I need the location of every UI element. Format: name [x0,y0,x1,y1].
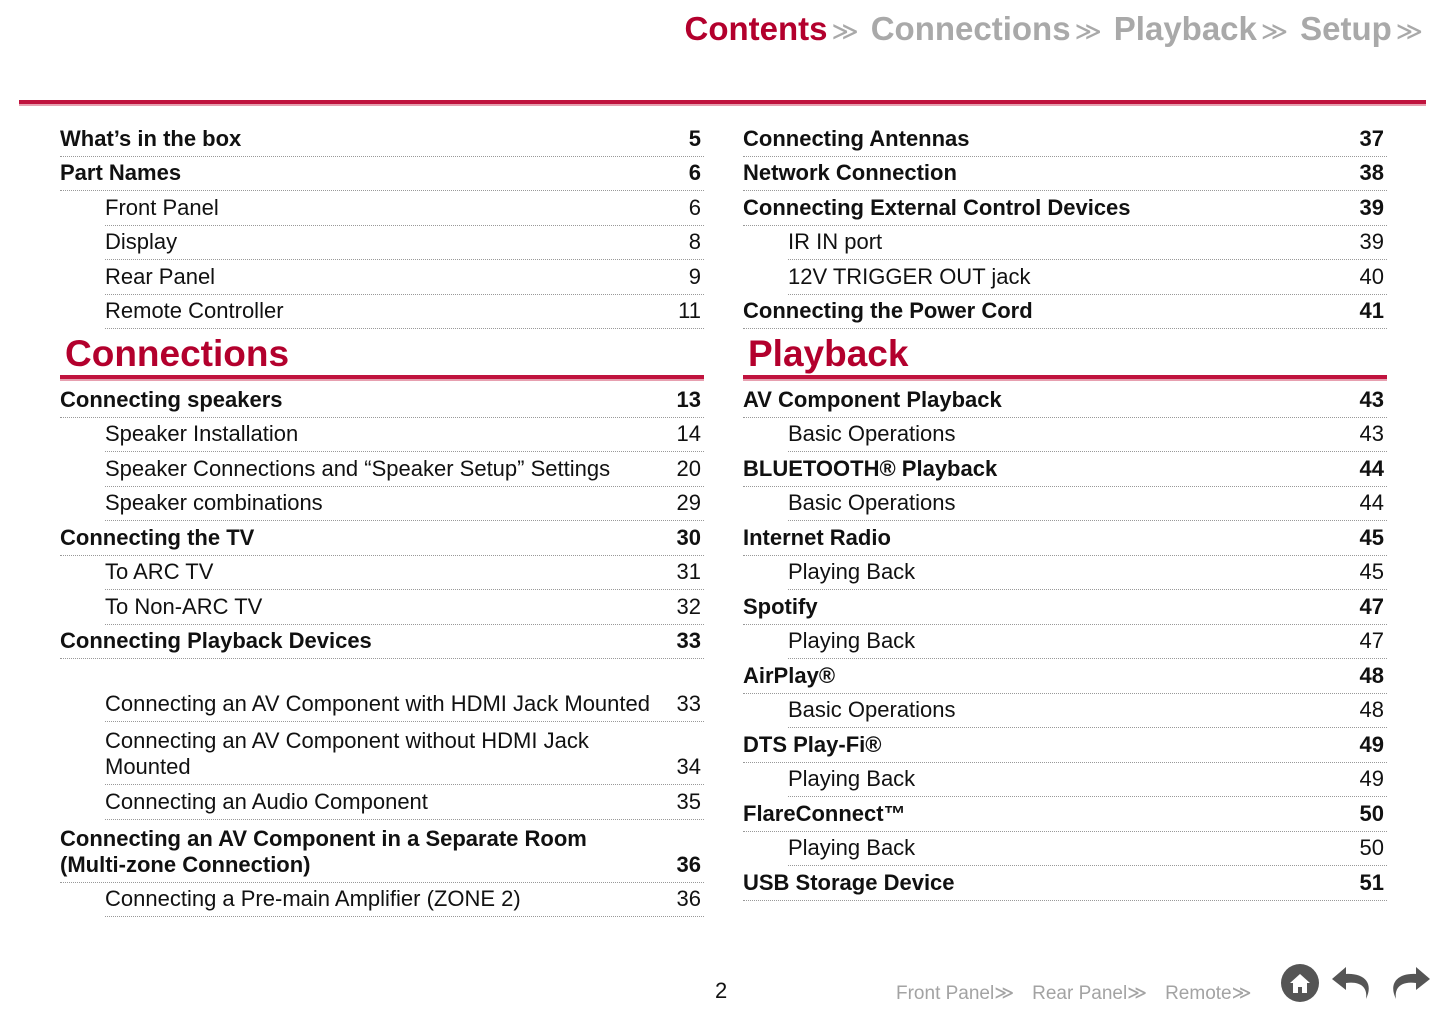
toc-entry-remote-controller[interactable] [105,295,704,330]
toc-entry-display[interactable] [105,226,704,261]
toc-entry-title: To ARC TV [105,559,214,584]
toc-entry-playing-back[interactable] [788,556,1387,591]
toc-entry-title: Connecting Playback Devices [60,628,372,653]
toc-entry-page: 33 [676,691,701,716]
toc-entry-page: 5 [688,125,701,151]
toc-entry-page: 33 [676,628,701,653]
toc-entry-page: 50 [1359,800,1384,826]
toc-entry-page: 20 [676,455,701,481]
toc-entry-rear-panel[interactable] [105,260,704,295]
chevron-icon: ≫ [1260,16,1289,46]
toc-entry-page: 37 [1359,125,1384,151]
toc-entry-title: Part Names [60,160,182,185]
toc-entry-connecting-external-control-devices[interactable] [743,191,1387,226]
toc-entry-connecting-an-audio-component[interactable] [105,785,704,820]
toc-entry-title: Playing Back [788,766,916,791]
toc-entry-page: 6 [688,194,701,220]
toc-entry-connecting-the-tv[interactable] [60,521,704,556]
toc-entry-title: Rear Panel [105,263,216,289]
toc-entry-to-non-arc-tv[interactable] [105,590,704,625]
toc-entry-page: 44 [1359,455,1384,481]
toc-entry-title: Speaker Connections and “Speaker Setup” Settings [105,455,611,481]
nav-setup[interactable]: Setup ≫ [1300,10,1423,47]
toc-entry-page: 48 [1359,697,1384,722]
toc-entry-connecting-an-av-component-in-a-separate-room-multi-zone-connection[interactable] [60,820,704,883]
toc-entry-airplay[interactable] [743,659,1387,694]
toc-entry-page: 29 [676,490,701,515]
toc-entry-page: 30 [676,524,701,550]
toc-entry-title: Connecting an AV Component without HDMI Jack Mounted [105,728,589,779]
toc-entry-speaker-connections-and-speaker-setup-settings[interactable] [105,452,704,487]
toc-entry-basic-operations[interactable] [788,694,1387,729]
toc-entry-title: Front Panel [105,194,219,220]
toc-entry-title: Display [105,229,178,254]
toc-entry-connecting-speakers[interactable] [60,383,704,418]
toc-entry-what-s-in-the-box[interactable] [60,122,704,157]
toc-entry-network-connection[interactable] [743,157,1387,192]
toc-entry-page: 51 [1359,869,1384,895]
chevron-icon: ≫ [1074,16,1102,46]
toc-entry-page: 9 [688,263,701,289]
toc-entry-title: To Non-ARC TV [105,593,263,619]
toc-entry-title: Connecting External Control Devices [743,194,1131,220]
toc-entry-ir-in-port[interactable] [788,226,1387,261]
toc-entry-page: 39 [1359,194,1384,220]
toc-entry-connecting-the-power-cord[interactable] [743,295,1387,330]
toc-entry-page: 41 [1359,298,1384,323]
toc-entry-page: 48 [1359,662,1384,688]
toc-entry-page: 36 [676,851,701,877]
toc-entry-page: 34 [676,754,701,779]
toc-entry-title: 12V TRIGGER OUT jack [788,263,1031,289]
toc-entry-title: Connecting an AV Component with HDMI Jack Mounted [105,691,650,716]
toc-entry-title: Network Connection [743,160,957,185]
toc-entry-title: BLUETOOTH® Playback [743,455,998,481]
toc-entry-title: IR IN port [788,229,883,254]
toc-entry-page: 39 [1359,229,1384,254]
toc-entry-12v-trigger-out-jack[interactable] [788,260,1387,295]
toc-entry-front-panel[interactable] [105,191,704,226]
toc-entry-page: 45 [1359,559,1384,584]
toc-entry-title: USB Storage Device [743,869,955,895]
section-title[interactable]: Connections [65,333,290,374]
toc-entry-internet-radio[interactable] [743,521,1387,556]
toc-right-column [743,122,1387,901]
link-rear-panel[interactable]: Rear Panel≫ [1032,983,1148,1004]
toc-entry-page: 32 [676,593,701,619]
toc-entry-title: Basic Operations [788,421,956,446]
chevron-icon: ≫ [831,16,859,46]
link-front-panel[interactable]: Front Panel≫ [896,983,1015,1004]
section-divider [743,375,1387,381]
section-nav [685,10,1424,48]
toc-entry-title: Connecting Antennas [743,125,970,151]
section-divider [60,375,704,381]
toc-entry-title: Internet Radio [743,524,891,550]
toc-entry-page: 50 [1359,835,1384,860]
toc-entry-page: 40 [1359,263,1384,289]
toc-entry-title: Basic Operations [788,490,956,515]
header-divider [19,100,1426,106]
toc-entry-page: 49 [1359,731,1384,757]
toc-entry-title: DTS Play-Fi® [743,731,882,757]
page-number: 2 [715,978,728,1003]
back-icon[interactable] [1330,963,1376,1003]
toc-entry-title: Playing Back [788,559,916,584]
toc-entry-page: 31 [676,559,701,584]
toc-entry-spotify[interactable] [743,590,1387,625]
toc-entry-title: Connecting speakers [60,386,283,412]
toc-left-column [60,122,704,917]
toc-entry-title: Spotify [743,593,818,619]
toc-entry-title: Playing Back [788,835,916,860]
footer-links [896,982,1252,1005]
toc-entry-title: Connecting an AV Component in a Separate Room (Multi-zone Connection) [60,825,587,877]
toc-entry-page: 6 [688,160,701,185]
toc-entry-title: Connecting a Pre-main Amplifier (ZONE 2) [105,886,521,911]
toc-entry-basic-operations[interactable] [788,487,1387,522]
toc-entry-playing-back[interactable] [788,832,1387,867]
chevron-icon: ≫ [1395,16,1423,46]
toc-entry-dts-play-fi[interactable] [743,728,1387,763]
toc-entry-page: 43 [1359,421,1384,446]
toc-entry-title: Connecting an Audio Component [105,788,428,814]
toc-entry-page: 14 [676,421,701,446]
toc-entry-title: Basic Operations [788,697,956,722]
toc-entry-playing-back[interactable] [788,763,1387,798]
toc-entry-speaker-combinations[interactable] [105,487,704,522]
nav-contents[interactable]: Contents ≫ [684,10,859,47]
toc-entry-page: 45 [1359,524,1384,550]
toc-entry-flareconnect[interactable] [743,797,1387,832]
toc-entry-av-component-playback[interactable] [743,383,1387,418]
toc-entry-page: 35 [676,788,701,814]
toc-entry-page: 47 [1359,628,1384,653]
toc-entry-connecting-antennas[interactable] [743,122,1387,157]
toc-entry-page: 13 [676,386,701,412]
toc-entry-connecting-an-av-component-with-hdmi-jack-mounted[interactable] [105,659,704,722]
nav-playback[interactable]: Playback ≫ [1113,10,1289,47]
toc-entry-page: 43 [1359,386,1384,412]
forward-icon[interactable] [1386,963,1432,1003]
toc-entry-page: 11 [678,298,701,323]
toc-entry-connecting-playback-devices[interactable] [60,625,704,660]
home-icon[interactable] [1280,963,1320,1003]
link-remote[interactable]: Remote≫ [1165,983,1252,1004]
toc-entry-to-arc-tv[interactable] [105,556,704,591]
toc-entry-page: 49 [1359,766,1384,791]
toc-entry-title: What’s in the box [60,125,242,151]
toc-entry-title: Connecting the TV [60,524,255,550]
toc-entry-page: 38 [1359,160,1384,185]
toc-entry-title: FlareConnect™ [743,800,906,826]
footer-nav-icons [1280,963,1432,1003]
toc-entry-basic-operations[interactable] [788,418,1387,453]
toc-entry-playing-back[interactable] [788,625,1387,660]
toc-entry-page: 8 [688,229,701,254]
section-heading [60,329,704,383]
toc-entry-connecting-a-pre-main-amplifier-zone-2[interactable] [105,883,704,918]
toc-entry-title: Speaker Installation [105,421,299,446]
toc-entry-bluetooth-playback[interactable] [743,452,1387,487]
toc-entry-title: Playing Back [788,628,916,653]
toc-entry-title: Speaker combinations [105,490,323,515]
section-heading [743,329,1387,383]
toc-entry-usb-storage-device[interactable] [743,866,1387,901]
toc-entry-page: 47 [1359,593,1384,619]
toc-entry-page: 44 [1359,490,1384,515]
toc-entry-speaker-installation[interactable] [105,418,704,453]
toc-entry-title: Remote Controller [105,298,284,323]
toc-entry-part-names[interactable] [60,157,704,192]
toc-entry-title: AV Component Playback [743,386,1002,412]
toc-entry-connecting-an-av-component-without-hdmi-jack-mounted[interactable] [105,722,704,785]
nav-connections[interactable]: Connections ≫ [870,10,1102,47]
toc-entry-page: 36 [676,886,701,911]
section-title[interactable]: Playback [748,333,909,374]
toc-entry-title: Connecting the Power Cord [743,298,1033,323]
toc-entry-title: AirPlay® [743,662,836,688]
